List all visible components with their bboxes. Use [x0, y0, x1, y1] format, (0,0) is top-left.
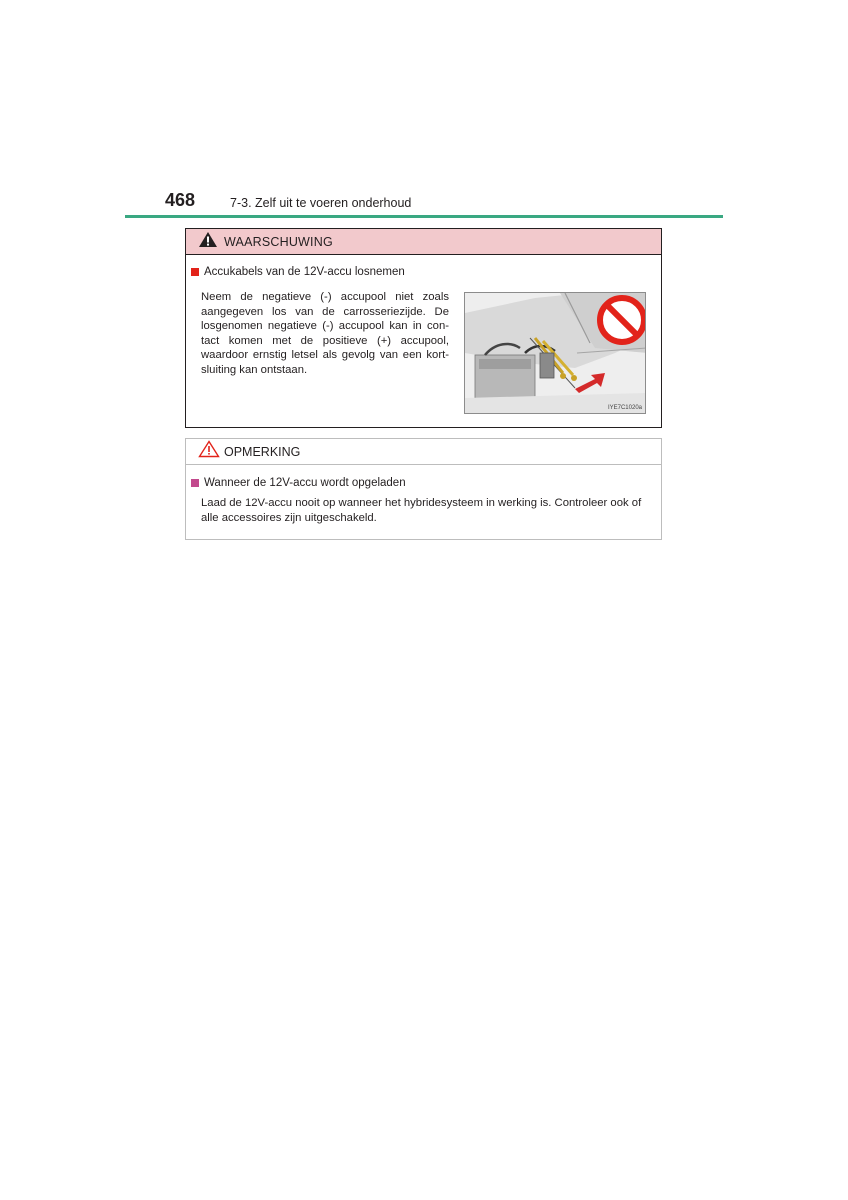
warning-item-title [191, 266, 405, 278]
note-body-text: Laad de 12V-accu nooit op wanneer het hybridesysteem in werking is. Controleer ook of alle accessoires zijn uitgeschakeld. [201, 497, 642, 524]
warning-triangle-icon [198, 231, 218, 253]
warning-header [186, 229, 661, 255]
note-heading: OPMERKING [224, 444, 301, 459]
warning-heading: WAARSCHUWING [224, 234, 333, 249]
figure-code: IYE7C1020a [607, 405, 642, 411]
page-number: 468 [165, 190, 196, 210]
header-divider [125, 215, 723, 218]
caution-triangle-icon [198, 440, 220, 463]
engine-bay-drawing [465, 293, 646, 414]
warning-body-text: Neem de negatieve (-) accupool niet zoals aangegeven los van de carrosseriezijde. De losgenomen negatieve (-) accupool kan in contact komen met de positieve (+) accupool, waardoor ernstig letsel als gevolg van een kortsluiting kan ontstaan. [201, 291, 449, 376]
red-square-bullet-icon [191, 268, 199, 276]
pink-square-bullet-icon [191, 479, 199, 487]
note-box [185, 438, 662, 540]
battery-illustration [464, 292, 646, 414]
section-title: 7-3. Zelf uit te voeren onderhoud [230, 196, 412, 210]
prohibited-icon [600, 298, 644, 342]
warning-item-label: Accukabels van de 12V-accu losnemen [204, 266, 405, 278]
note-item-title [191, 477, 406, 489]
warning-box [185, 228, 662, 428]
note-item-label: Wanneer de 12V-accu wordt opgeladen [204, 477, 406, 489]
note-header [186, 439, 661, 465]
